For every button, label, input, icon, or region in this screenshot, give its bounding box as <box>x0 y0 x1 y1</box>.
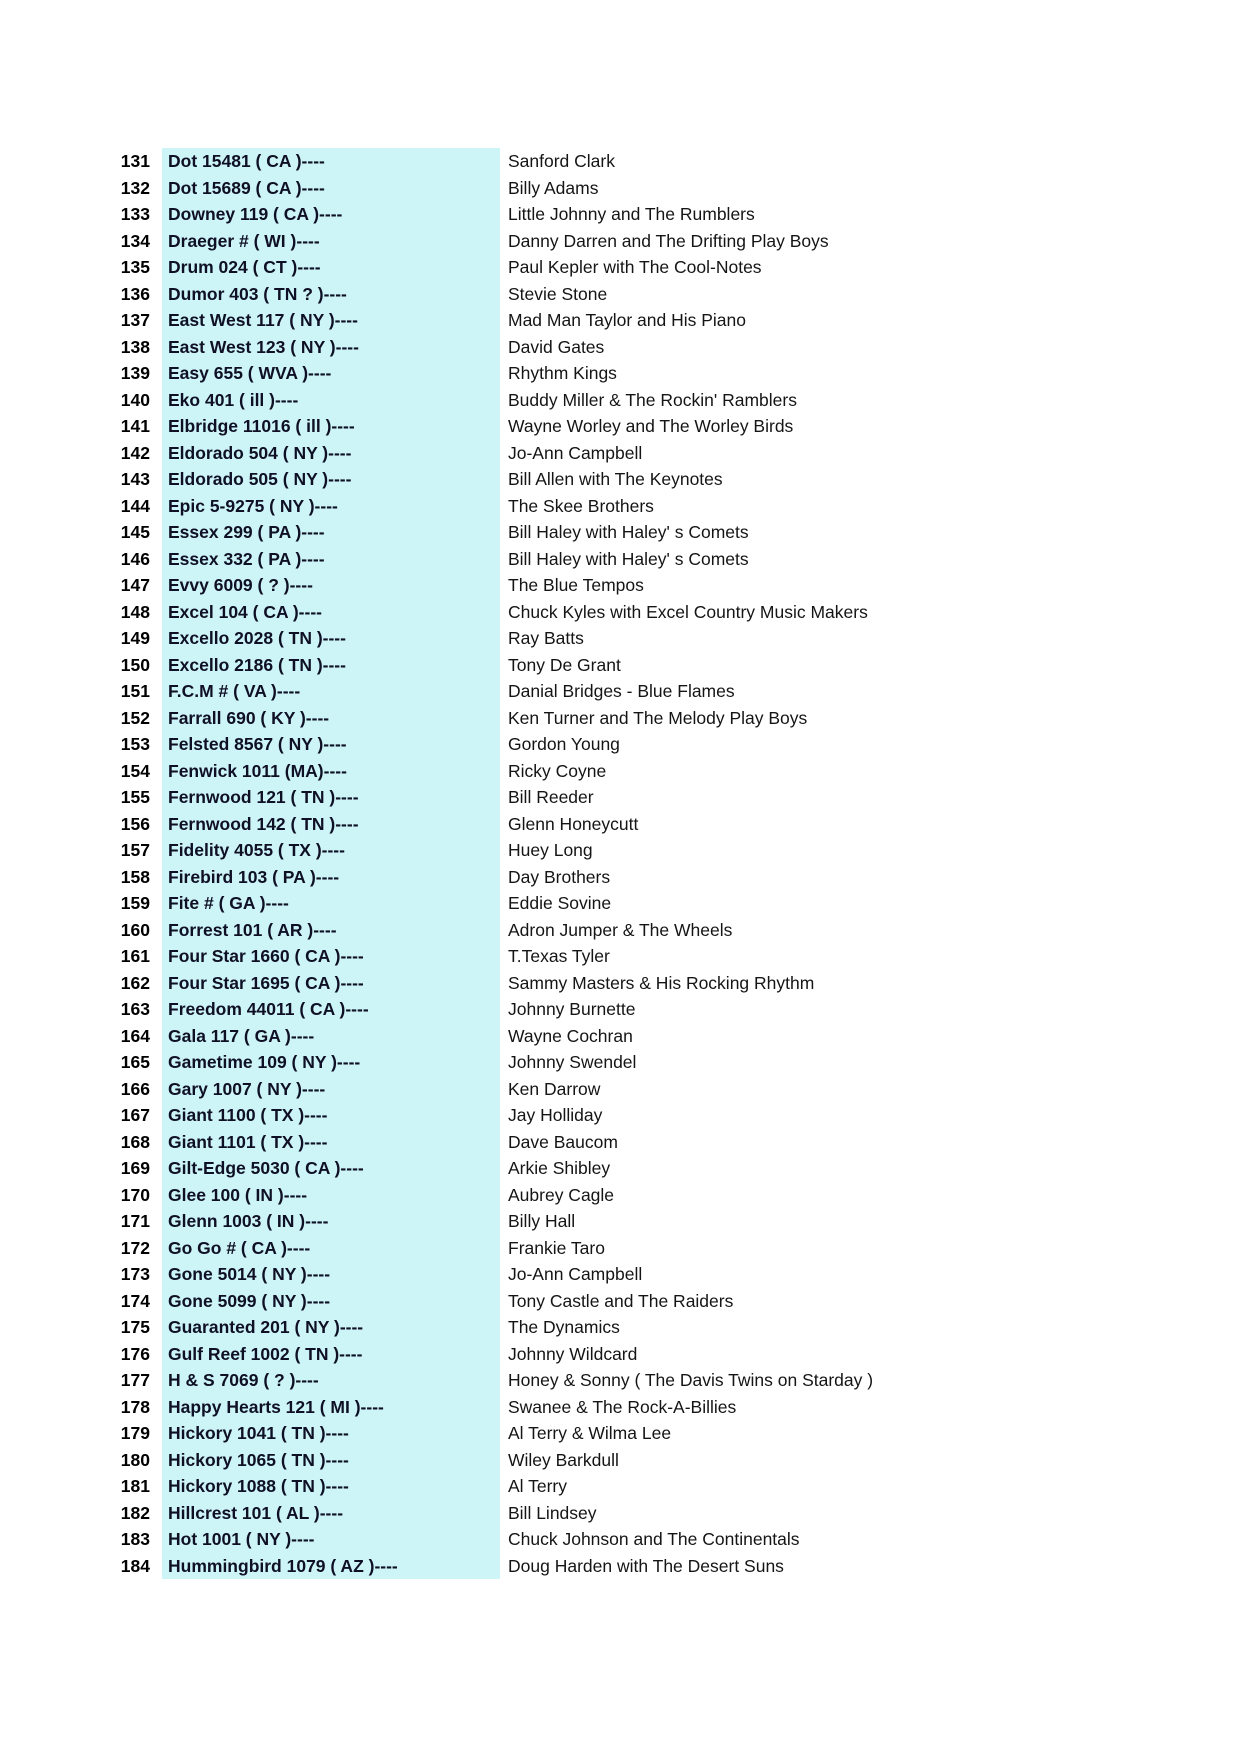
row-number: 182 <box>120 1502 150 1523</box>
table-row <box>0 1049 873 1076</box>
table-row <box>0 890 873 917</box>
record-label-cell: Go Go # ( CA )---- <box>162 1235 500 1262</box>
artist-cell: Mad Man Taylor and His Piano <box>508 310 746 330</box>
row-number: 174 <box>120 1290 150 1311</box>
row-number: 137 <box>120 310 150 330</box>
table-row <box>0 1314 873 1341</box>
artist-cell: Sammy Masters & His Rocking Rhythm <box>508 972 815 993</box>
record-label-cell: Felsted 8567 ( NY )---- <box>162 731 500 758</box>
record-label-cell: Freedom 44011 ( CA )---- <box>162 996 500 1023</box>
record-label-cell: Hummingbird 1079 ( AZ )---- <box>162 1553 500 1580</box>
record-label-cell: Dumor 403 ( TN ? )---- <box>162 281 500 308</box>
row-number: 164 <box>120 1025 150 1046</box>
row-number: 146 <box>120 548 150 569</box>
artist-cell: Aubrey Cagle <box>508 1184 615 1205</box>
table-row <box>0 413 873 440</box>
artist-cell: Bill Lindsey <box>508 1502 597 1523</box>
artist-cell: Bill Haley with Haley' s Comets <box>508 548 749 569</box>
artist-cell: Buddy Miller & The Rockin' Ramblers <box>508 389 797 410</box>
row-number: 175 <box>120 1317 150 1337</box>
row-number: 154 <box>120 760 150 781</box>
table-row <box>0 625 873 652</box>
record-label-cell: Fidelity 4055 ( TX )---- <box>162 837 500 864</box>
artist-cell: Gordon Young <box>508 734 620 754</box>
record-label-cell: Fernwood 142 ( TN )---- <box>162 811 500 838</box>
row-number: 150 <box>120 654 150 675</box>
record-label-cell: Gone 5099 ( NY )---- <box>162 1288 500 1315</box>
record-label-cell: East West 123 ( NY )---- <box>162 334 500 361</box>
row-number: 178 <box>120 1396 150 1417</box>
table-row <box>0 1076 873 1103</box>
artist-cell: Jay Holliday <box>508 1105 603 1125</box>
artist-cell: Ray Batts <box>508 628 584 648</box>
artist-cell: Paul Kepler with The Cool-Notes <box>508 257 762 277</box>
table-row <box>0 148 873 175</box>
row-number: 153 <box>120 734 150 754</box>
record-label-cell: East West 117 ( NY )---- <box>162 307 500 334</box>
table-row <box>0 837 873 864</box>
artist-cell: Danny Darren and The Drifting Play Boys <box>508 230 829 251</box>
artist-cell: Chuck Kyles with Excel Country Music Makers <box>508 601 868 622</box>
artist-cell: The Skee Brothers <box>508 495 654 516</box>
artist-cell: Al Terry & Wilma Lee <box>508 1423 672 1443</box>
table-row <box>0 731 873 758</box>
record-label-cell: Gone 5014 ( NY )---- <box>162 1261 500 1288</box>
artist-cell: Jo-Ann Campbell <box>508 1264 643 1284</box>
artist-cell: Jo-Ann Campbell <box>508 442 643 463</box>
row-number: 138 <box>120 336 150 357</box>
record-label-cell: Eldorado 504 ( NY )---- <box>162 440 500 467</box>
table-row <box>0 1102 873 1129</box>
record-label-cell: H & S 7069 ( ? )---- <box>162 1367 500 1394</box>
artist-cell: T.Texas Tyler <box>508 946 610 966</box>
record-label-cell: Dot 15481 ( CA )---- <box>162 148 500 175</box>
table-row <box>0 758 873 785</box>
table-row <box>0 1526 873 1553</box>
record-label-cell: Happy Hearts 121 ( MI )---- <box>162 1394 500 1421</box>
artist-cell: Danial Bridges - Blue Flames <box>508 681 735 701</box>
artist-cell: Doug Harden with The Desert Suns <box>508 1555 784 1576</box>
artist-cell: Johnny Burnette <box>508 999 636 1019</box>
row-number: 181 <box>120 1476 150 1496</box>
artist-cell: Tony De Grant <box>508 654 621 675</box>
table-row <box>0 678 873 705</box>
record-label-cell: Firebird 103 ( PA )---- <box>162 864 500 891</box>
table-row <box>0 1553 873 1580</box>
row-number: 144 <box>120 495 150 516</box>
table-row <box>0 307 873 334</box>
row-number: 183 <box>120 1529 150 1549</box>
artist-cell: Johnny Wildcard <box>508 1343 638 1364</box>
record-label-cell: Excello 2186 ( TN )---- <box>162 652 500 679</box>
row-number: 135 <box>120 257 150 277</box>
table-row <box>0 943 873 970</box>
table-row <box>0 599 873 626</box>
record-label-cell: Four Star 1695 ( CA )---- <box>162 970 500 997</box>
row-number: 136 <box>120 283 150 304</box>
record-label-cell: Elbridge 11016 ( ill )---- <box>162 413 500 440</box>
record-label-cell: Essex 332 ( PA )---- <box>162 546 500 573</box>
table-row <box>0 705 873 732</box>
table-row <box>0 784 873 811</box>
record-label-cell: Giant 1101 ( TX )---- <box>162 1129 500 1156</box>
row-number: 176 <box>120 1343 150 1364</box>
record-label-cell: Fernwood 121 ( TN )---- <box>162 784 500 811</box>
artist-cell: Wayne Cochran <box>508 1025 633 1046</box>
table-row <box>0 1235 873 1262</box>
table-row <box>0 1129 873 1156</box>
record-label-cell: Hot 1001 ( NY )---- <box>162 1526 500 1553</box>
table-row <box>0 466 873 493</box>
artist-cell: Ricky Coyne <box>508 760 607 781</box>
table-row <box>0 811 873 838</box>
table-row <box>0 572 873 599</box>
record-label-cell: Epic 5-9275 ( NY )---- <box>162 493 500 520</box>
artist-cell: Eddie Sovine <box>508 893 612 913</box>
table-row <box>0 1155 873 1182</box>
record-label-cell: Guaranted 201 ( NY )---- <box>162 1314 500 1341</box>
artist-cell: Stevie Stone <box>508 283 608 304</box>
record-label-cell: Easy 655 ( WVA )---- <box>162 360 500 387</box>
table-row <box>0 1261 873 1288</box>
table-row <box>0 360 873 387</box>
record-label-cell: Evvy 6009 ( ? )---- <box>162 572 500 599</box>
table-row <box>0 1182 873 1209</box>
artist-cell: Glenn Honeycutt <box>508 813 639 834</box>
row-number: 148 <box>120 601 150 622</box>
record-table <box>0 148 873 1579</box>
record-label-cell: Eko 401 ( ill )---- <box>162 387 500 414</box>
record-label-cell: Essex 299 ( PA )---- <box>162 519 500 546</box>
record-label-cell: Excello 2028 ( TN )---- <box>162 625 500 652</box>
record-label-cell: Hickory 1065 ( TN )---- <box>162 1447 500 1474</box>
record-label-cell: Gulf Reef 1002 ( TN )---- <box>162 1341 500 1368</box>
table-row <box>0 1473 873 1500</box>
record-label-cell: Excel 104 ( CA )---- <box>162 599 500 626</box>
table-row <box>0 996 873 1023</box>
record-label-cell: Gala 117 ( GA )---- <box>162 1023 500 1050</box>
artist-cell: Bill Reeder <box>508 787 594 807</box>
record-label-cell: Gametime 109 ( NY )---- <box>162 1049 500 1076</box>
artist-cell: Swanee & The Rock-A-Billies <box>508 1396 737 1417</box>
record-label-cell: Fite # ( GA )---- <box>162 890 500 917</box>
artist-cell: The Dynamics <box>508 1317 620 1337</box>
row-number: 173 <box>120 1264 150 1284</box>
artist-cell: Day Brothers <box>508 866 611 887</box>
row-number: 152 <box>120 707 150 728</box>
row-number: 155 <box>120 787 150 807</box>
row-number: 132 <box>120 177 150 198</box>
record-label-cell: F.C.M # ( VA )---- <box>162 678 500 705</box>
artist-cell: Little Johnny and The Rumblers <box>508 204 755 224</box>
table-row <box>0 387 873 414</box>
record-label-cell: Draeger # ( WI )---- <box>162 228 500 255</box>
row-number: 161 <box>120 946 150 966</box>
record-label-cell: Hickory 1088 ( TN )---- <box>162 1473 500 1500</box>
artist-cell: David Gates <box>508 336 605 357</box>
row-number: 140 <box>120 389 150 410</box>
record-label-cell: Fenwick 1011 (MA)---- <box>162 758 500 785</box>
table-row <box>0 228 873 255</box>
record-label-cell: Farrall 690 ( KY )---- <box>162 705 500 732</box>
row-number: 139 <box>120 363 150 383</box>
artist-cell: Al Terry <box>508 1476 567 1496</box>
row-number: 162 <box>120 972 150 993</box>
record-label-cell: Hickory 1041 ( TN )---- <box>162 1420 500 1447</box>
artist-cell: Arkie Shibley <box>508 1158 611 1178</box>
row-number: 147 <box>120 575 150 595</box>
table-row <box>0 254 873 281</box>
record-label-cell: Hillcrest 101 ( AL )---- <box>162 1500 500 1527</box>
table-row <box>0 652 873 679</box>
record-label-cell: Drum 024 ( CT )---- <box>162 254 500 281</box>
artist-cell: Ken Darrow <box>508 1078 601 1099</box>
record-label-cell: Forrest 101 ( AR )---- <box>162 917 500 944</box>
record-label-cell: Gary 1007 ( NY )---- <box>162 1076 500 1103</box>
table-row <box>0 1394 873 1421</box>
record-label-cell: Downey 119 ( CA )---- <box>162 201 500 228</box>
artist-cell: Honey & Sonny ( The Davis Twins on Starday ) <box>508 1370 874 1390</box>
row-number: 163 <box>120 999 150 1019</box>
artist-cell: Ken Turner and The Melody Play Boys <box>508 707 808 728</box>
table-row <box>0 970 873 997</box>
artist-cell: Dave Baucom <box>508 1131 618 1152</box>
table-row <box>0 440 873 467</box>
artist-cell: Billy Adams <box>508 177 599 198</box>
row-number: 158 <box>120 866 150 887</box>
artist-cell: Adron Jumper & The Wheels <box>508 919 733 940</box>
row-number: 169 <box>120 1158 150 1178</box>
row-number: 133 <box>120 204 150 224</box>
row-number: 168 <box>120 1131 150 1152</box>
row-number: 159 <box>120 893 150 913</box>
table-row <box>0 334 873 361</box>
artist-cell: Chuck Johnson and The Continentals <box>508 1529 800 1549</box>
artist-cell: The Blue Tempos <box>508 575 644 595</box>
artist-cell: Wayne Worley and The Worley Birds <box>508 416 794 436</box>
record-label-cell: Glee 100 ( IN )---- <box>162 1182 500 1209</box>
artist-cell: Tony Castle and The Raiders <box>508 1290 734 1311</box>
table-row <box>0 175 873 202</box>
artist-cell: Bill Allen with The Keynotes <box>508 469 723 489</box>
row-number: 157 <box>120 840 150 860</box>
table-row <box>0 1023 873 1050</box>
table-row <box>0 917 873 944</box>
artist-cell: Johnny Swendel <box>508 1052 637 1072</box>
table-row <box>0 1367 873 1394</box>
row-number: 141 <box>120 416 150 436</box>
table-row <box>0 1420 873 1447</box>
row-number: 166 <box>120 1078 150 1099</box>
row-number: 131 <box>120 151 150 171</box>
row-number: 143 <box>120 469 150 489</box>
row-number: 145 <box>120 522 150 542</box>
row-number: 171 <box>120 1211 150 1231</box>
artist-cell: Wiley Barkdull <box>508 1449 619 1470</box>
table-row <box>0 1288 873 1315</box>
row-number: 165 <box>120 1052 150 1072</box>
table-row <box>0 281 873 308</box>
artist-cell: Billy Hall <box>508 1211 576 1231</box>
record-label-cell: Giant 1100 ( TX )---- <box>162 1102 500 1129</box>
row-number: 149 <box>120 628 150 648</box>
table-row <box>0 519 873 546</box>
artist-cell: Bill Haley with Haley' s Comets <box>508 522 749 542</box>
record-label-cell: Gilt-Edge 5030 ( CA )---- <box>162 1155 500 1182</box>
artist-cell: Frankie Taro <box>508 1237 605 1258</box>
row-number: 177 <box>120 1370 150 1390</box>
row-number: 134 <box>120 230 150 251</box>
row-number: 151 <box>120 681 150 701</box>
table-row <box>0 493 873 520</box>
row-number: 172 <box>120 1237 150 1258</box>
table-row <box>0 1208 873 1235</box>
row-number: 142 <box>120 442 150 463</box>
table-row <box>0 864 873 891</box>
record-label-cell: Four Star 1660 ( CA )---- <box>162 943 500 970</box>
row-number: 170 <box>120 1184 150 1205</box>
artist-cell: Sanford Clark <box>508 151 615 171</box>
table-row <box>0 1447 873 1474</box>
record-label-cell: Glenn 1003 ( IN )---- <box>162 1208 500 1235</box>
record-label-cell: Eldorado 505 ( NY )---- <box>162 466 500 493</box>
table-row <box>0 1500 873 1527</box>
row-number: 160 <box>120 919 150 940</box>
table-row <box>0 1341 873 1368</box>
table-row <box>0 201 873 228</box>
artist-cell: Huey Long <box>508 840 593 860</box>
row-number: 179 <box>120 1423 150 1443</box>
row-number: 167 <box>120 1105 150 1125</box>
row-number: 180 <box>120 1449 150 1470</box>
artist-cell: Rhythm Kings <box>508 363 617 383</box>
record-label-cell: Dot 15689 ( CA )---- <box>162 175 500 202</box>
row-number: 156 <box>120 813 150 834</box>
row-number: 184 <box>120 1555 150 1576</box>
table-row <box>0 546 873 573</box>
